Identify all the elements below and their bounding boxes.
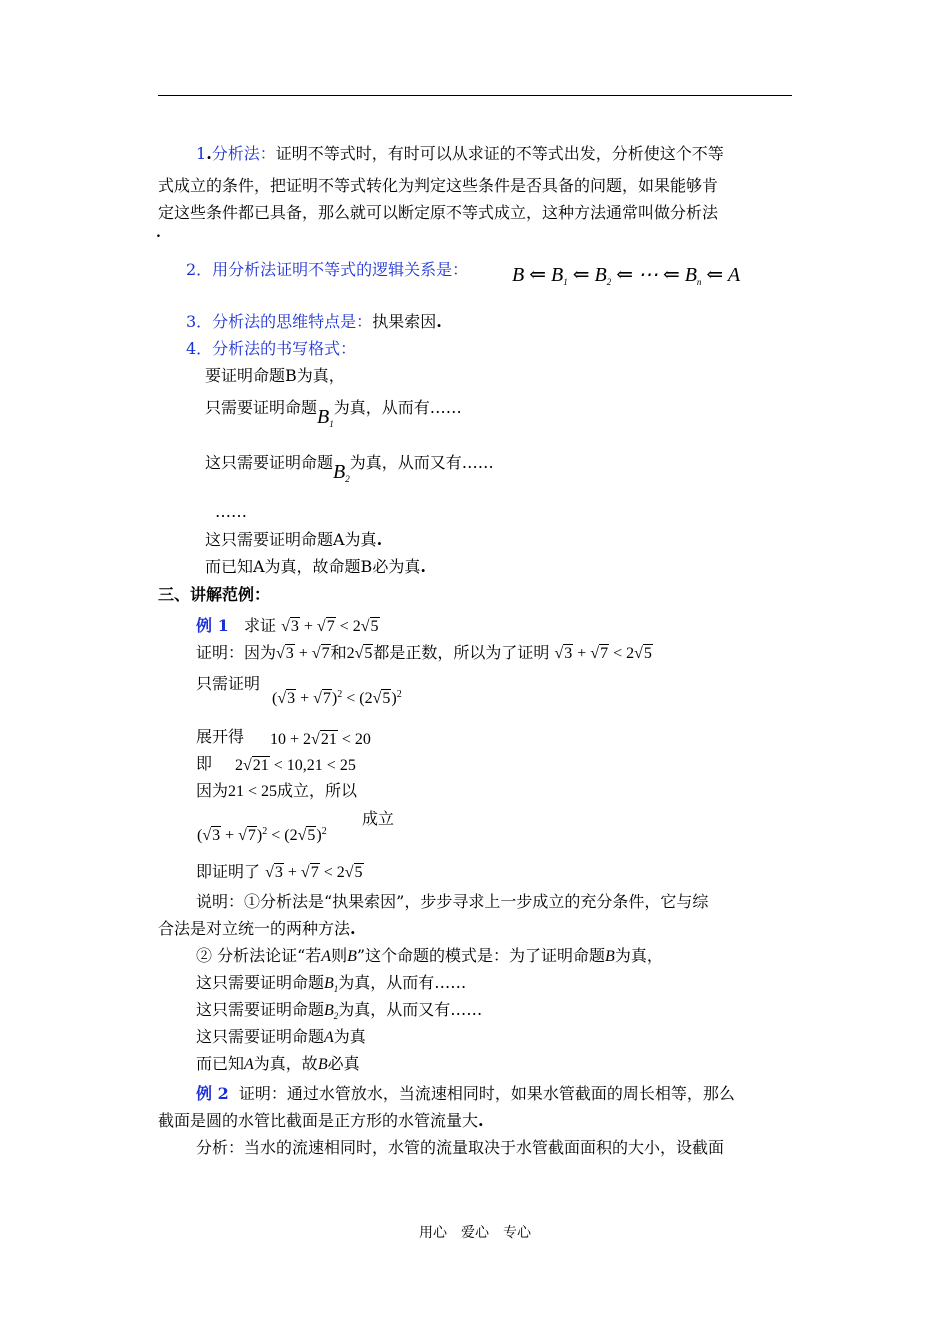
example-2-label: 例 2 <box>196 1084 229 1103</box>
note-line-5: 这只需要证明命题$B_2$为真，从而又有…… <box>196 1000 483 1021</box>
para-2-label: 2．用分析法证明不等式的逻辑关系是： <box>186 260 469 279</box>
format-line-4: …… <box>215 502 247 521</box>
example-1-label: 例 1 <box>196 616 229 635</box>
expanded-formula: 10 + 2√21 < 20 <box>270 731 371 748</box>
format-line-3: 这只需要证明命题$B_2$为真，从而又有…… <box>205 453 494 484</box>
format-line-6: 而已知A为真，故命题B必为真. <box>205 557 426 576</box>
para-1-line-3: 定这些条件都已具备，那么就可以断定原不等式成立，这种方法通常叫做分析法 <box>158 203 719 222</box>
example-1-ji-label: 即 <box>196 754 213 773</box>
example-1-because-line: 因为21 < 25成立，所以 <box>196 781 358 800</box>
example-1-proof-line: 证明：因为√3 + √7和2√5都是正数，所以为了证明 √3 + √7 < 2√5 <box>196 643 652 662</box>
para-1-number: 1 <box>196 144 207 163</box>
example-1-task: 例 1 求证 √3 + √7 < 2√5 <box>196 616 379 635</box>
page-footer: 用心 爱心 专心 <box>419 1225 531 1241</box>
format-line-2: 只需要证明命题$B_1$为真，从而有…… <box>205 398 462 429</box>
note-line-4: 这只需要证明命题$B_1$为真，从而有…… <box>196 973 467 994</box>
example-2-line-1: 例 2 证明：通过水管放水，当流速相同时，如果水管截面的周长相等，那么 <box>196 1084 735 1103</box>
para-1-line-2: 式成立的条件，把证明不等式转化为判定这些条件是否具备的问题，如果能够肯 <box>158 176 719 195</box>
example-1-need-line: 只需证明 <box>196 674 261 693</box>
example-1-expand-label: 展开得 <box>196 727 245 746</box>
example-1-proved-line: 即证明了 √3 + √7 < 2√5 <box>196 862 363 881</box>
note-line-2: 合法是对立统一的两种方法. <box>158 919 356 938</box>
format-line-1: 要证明命题B为真， <box>205 366 345 385</box>
inequality-formula: √3 + √7 < 2√5 <box>281 618 379 635</box>
para-4-label: 4．分析法的书写格式： <box>186 339 357 358</box>
para-1-line-1: 1.分析法：证明不等式时，有时可以从求证的不等式出发，分析使这个不等 <box>196 144 724 163</box>
header-rule <box>158 95 792 96</box>
simplified-formula: 2√21 < 10,21 < 25 <box>235 757 356 774</box>
logic-chain-formula: B ⇐ $B_1$ ⇐ $B_2$ ⇐ ⋯ ⇐ $B_n$ ⇐ A <box>512 264 741 287</box>
example-2-line-3: 分析：当水的流速相同时，水管的流量取决于水管截面面积的大小，设截面 <box>196 1138 725 1157</box>
para-1-title: 分析法： <box>211 144 276 163</box>
format-line-5: 这只需要证明命题A为真. <box>205 530 383 549</box>
example-2-line-2: 截面是圆的水管比截面是正方形的水管流量大. <box>158 1111 484 1130</box>
note-line-6: 这只需要证明命题A为真 <box>196 1027 366 1046</box>
example-1-holds: 成立 <box>362 809 395 828</box>
note-line-3: ② 分析法论证“若A则B”这个命题的模式是：为了证明命题B为真， <box>196 946 663 965</box>
squared-inequality-formula: $(√3 + √7)^2 < (2√5)^2$ <box>272 689 402 707</box>
para-3-line: 3．分析法的思维特点是：执果索因. <box>186 312 442 331</box>
note-line-1: 说明：①分析法是“执果索因”，步步寻求上一步成立的充分条件，它与综 <box>196 892 709 911</box>
period-mark: . <box>156 225 161 241</box>
section-title: 三、讲解范例： <box>158 585 271 604</box>
note-line-7: 而已知A为真，故B必真 <box>196 1054 360 1073</box>
squared-inequality-formula-2: $(√3 + √7)^2 < (2√5)^2$ <box>197 826 327 844</box>
